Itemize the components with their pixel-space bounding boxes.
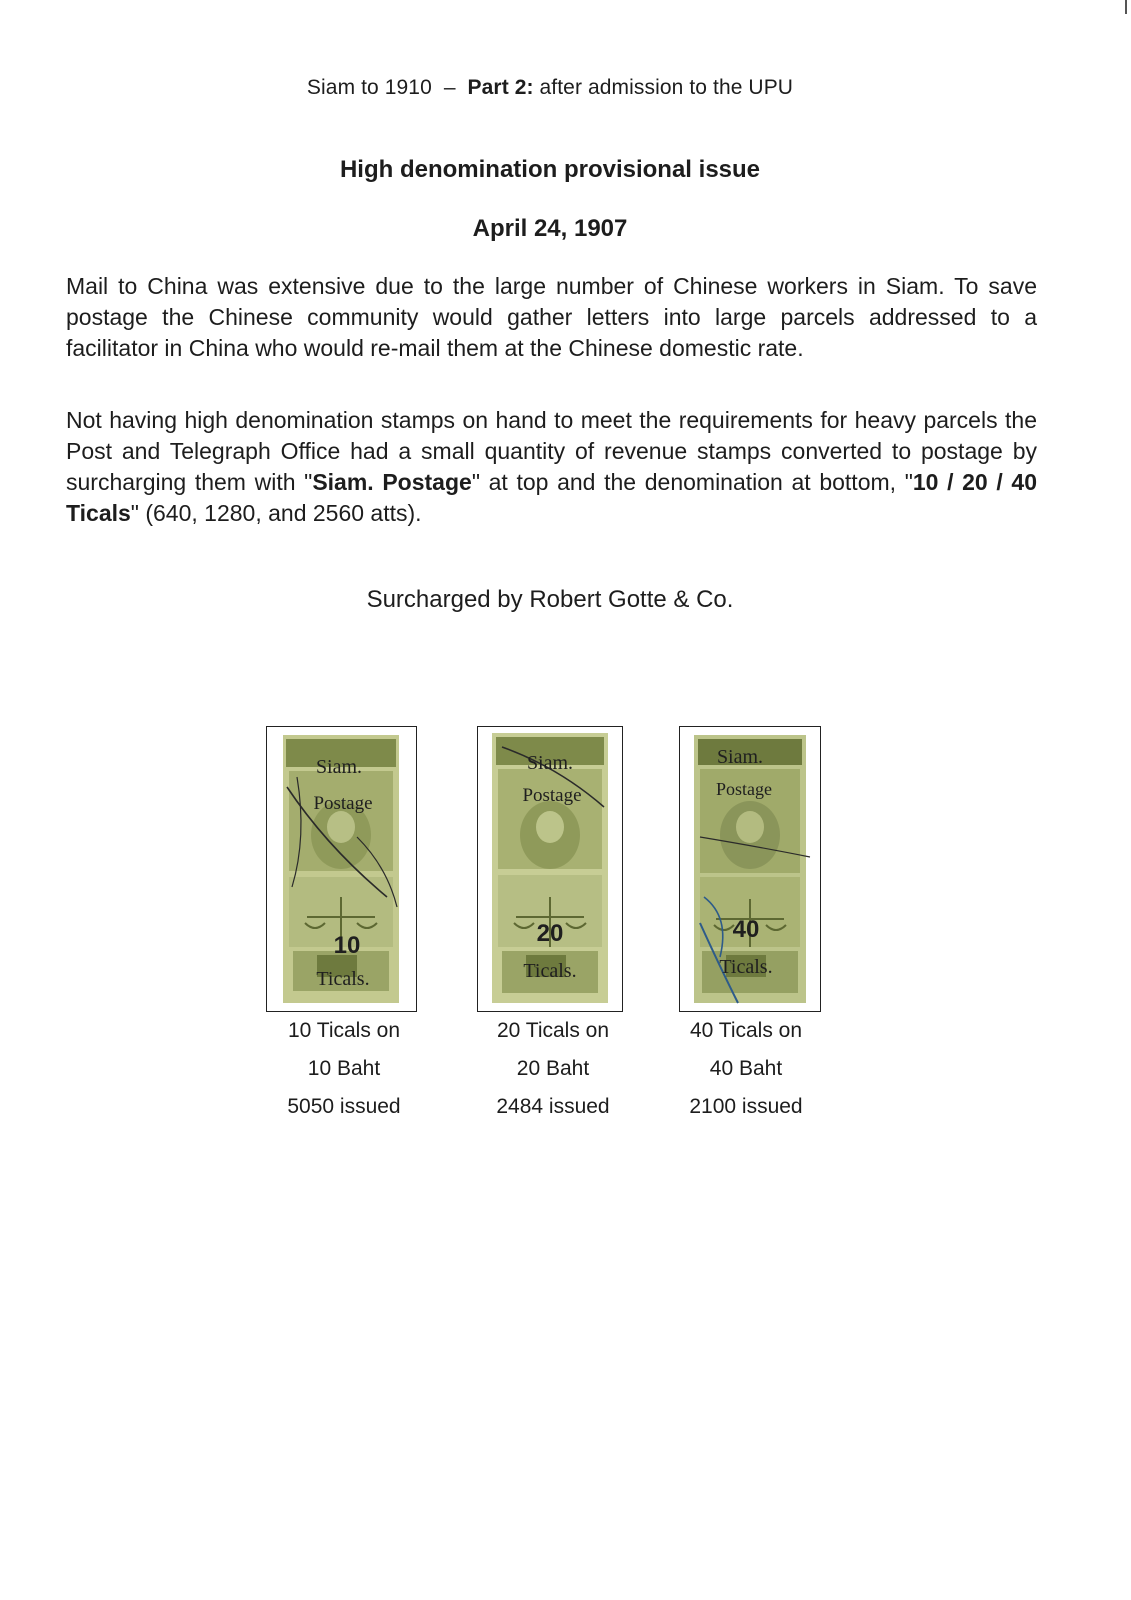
- p2-text-a: Not having high denomination stamps on hand to meet the requirements for heavy parcels the Post and Telegraph Office had a small quantity of revenue stamps converted to postage by surcharging them with ": [66, 407, 1037, 495]
- caption-line-3: 2100 issued: [689, 1095, 803, 1118]
- p2-bold-ticals: 10 / 20 / 40 Ticals: [66, 469, 1037, 526]
- caption-line-2: 40 Baht: [709, 1057, 783, 1080]
- stamp-image-10: [267, 727, 415, 1010]
- header-dash: –: [443, 76, 456, 99]
- overprint-bottom: Ticals.: [316, 968, 370, 990]
- stamp-caption-20: [463, 1012, 643, 1126]
- overprint-top: Siam.: [716, 746, 764, 768]
- overprint-mid: Postage: [522, 785, 582, 806]
- stamp-image-20: [478, 727, 621, 1010]
- caption-line-1: 20 Ticals on: [496, 1019, 610, 1042]
- header-part-title: after admission to the UPU: [539, 76, 794, 99]
- header-prefix: Siam to 1910: [306, 76, 432, 99]
- header-part-label: Part 2:: [467, 76, 534, 99]
- stamp-image-40: [680, 727, 819, 1010]
- surcharger-credit: Surcharged by Robert Gotte & Co.: [366, 586, 734, 613]
- caption-line-3: 5050 issued: [287, 1095, 401, 1118]
- overprint-value: 10: [333, 932, 361, 959]
- paragraph-china-mail: Mail to China was extensive due to the large number of Chinese workers in Siam. To save postage the Chinese community would gather letters into large parcels addressed to a facilitator in China who would re-mail them at the Chinese domestic rate.: [66, 273, 1037, 361]
- stamp-caption-40: [656, 1012, 836, 1126]
- paragraph-surcharge: [66, 405, 1037, 529]
- page-header: [0, 76, 1100, 100]
- p2-bold-siam-postage: Siam. Postage: [312, 469, 472, 495]
- overprint-mid: Postage: [716, 779, 772, 799]
- page-edge-mark: [1125, 0, 1127, 14]
- stamp-frame-40: [679, 726, 821, 1012]
- overprint-top: Siam.: [526, 752, 574, 774]
- caption-line-2: 10 Baht: [307, 1057, 381, 1080]
- overprint-top: Siam.: [315, 756, 363, 778]
- caption-line-1: 40 Ticals on: [689, 1019, 803, 1042]
- overprint-bottom: Ticals.: [719, 956, 773, 978]
- caption-line-3: 2484 issued: [496, 1095, 610, 1118]
- overprint-mid: Postage: [313, 793, 373, 814]
- caption-line-1: 10 Ticals on: [287, 1019, 401, 1042]
- section-date: April 24, 1907: [472, 215, 628, 242]
- section-title: High denomination provisional issue: [339, 156, 761, 183]
- caption-line-2: 20 Baht: [516, 1057, 590, 1080]
- p2-text-e: " (640, 1280, and 2560 atts).: [130, 500, 422, 526]
- overprint-value: 20: [536, 920, 564, 947]
- overprint-bottom: Ticals.: [523, 960, 577, 982]
- stamp-frame-20: [477, 726, 623, 1012]
- stamp-frame-10: [266, 726, 417, 1012]
- stamp-caption-10: [254, 1012, 434, 1126]
- p2-text-c: " at top and the denomination at bottom, ": [471, 469, 913, 495]
- overprint-value: 40: [732, 916, 760, 943]
